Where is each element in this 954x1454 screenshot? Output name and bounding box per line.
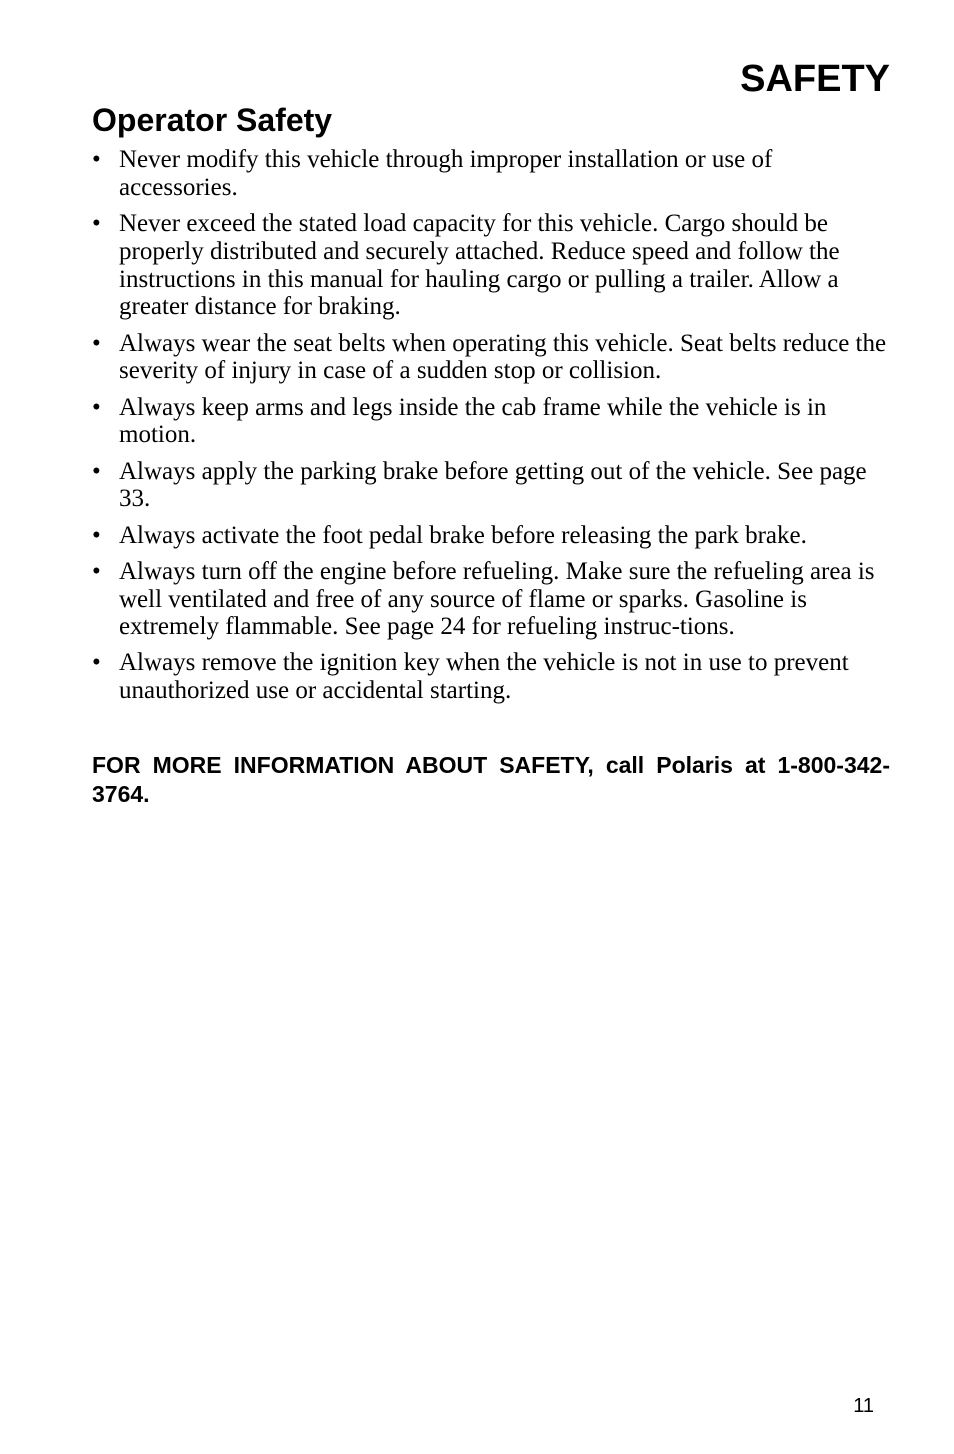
list-item	[92, 330, 892, 386]
list-item-text: Always apply the parking brake before getting out of the vehicle. See page 33.	[119, 457, 867, 513]
list-item	[92, 458, 892, 514]
bullet-icon: •	[92, 521, 101, 549]
bullet-icon: •	[92, 557, 101, 585]
list-item-text: Always wear the seat belts when operating this vehicle. Seat belts reduce the severity of injury in case of a sudden stop or collision.	[119, 329, 887, 385]
list-item-text: Never modify this vehicle through improper installation or use of accessories.	[119, 146, 773, 201]
list-item	[92, 558, 892, 641]
list-item	[92, 649, 892, 705]
list-item	[92, 394, 892, 450]
page-number: 11	[853, 1395, 874, 1417]
safety-bullet-list	[92, 146, 892, 713]
section-title: Operator Safety	[92, 102, 333, 138]
list-item-text: Always activate the foot pedal brake before releasing the park brake.	[119, 521, 807, 549]
chapter-title: SAFETY	[740, 58, 890, 100]
bullet-icon: •	[92, 393, 101, 421]
bullet-icon: •	[92, 329, 101, 357]
list-item-text: Never exceed the stated load capacity for this vehicle. Cargo should be properly distributed and securely attached. Reduce speed and follow the instructions in this manual for hauling cargo or pulling a trailer. Allow a greater distance for braking.	[119, 209, 840, 321]
safety-contact-note: FOR MORE INFORMATION ABOUT SAFETY, call Polaris at 1-800-342-3764.	[92, 752, 890, 807]
list-item-text: Always remove the ignition key when the vehicle is not in use to prevent unauthorized use or accidental starting.	[119, 649, 849, 705]
bullet-icon: •	[92, 146, 101, 173]
bullet-icon: •	[92, 649, 101, 677]
list-item	[92, 522, 892, 550]
list-item-text: Always turn off the engine before refueling. Make sure the refueling area is well ventilated and free of any source of flame or sparks. Gasoline is extremely flammable. See page 24 for refueling instruc-tions.	[119, 557, 875, 641]
list-item	[92, 210, 892, 321]
bullet-icon: •	[92, 209, 101, 237]
list-item-text: Always keep arms and legs inside the cab frame while the vehicle is in motion.	[119, 393, 827, 449]
list-item	[92, 146, 892, 202]
bullet-icon: •	[92, 457, 101, 485]
